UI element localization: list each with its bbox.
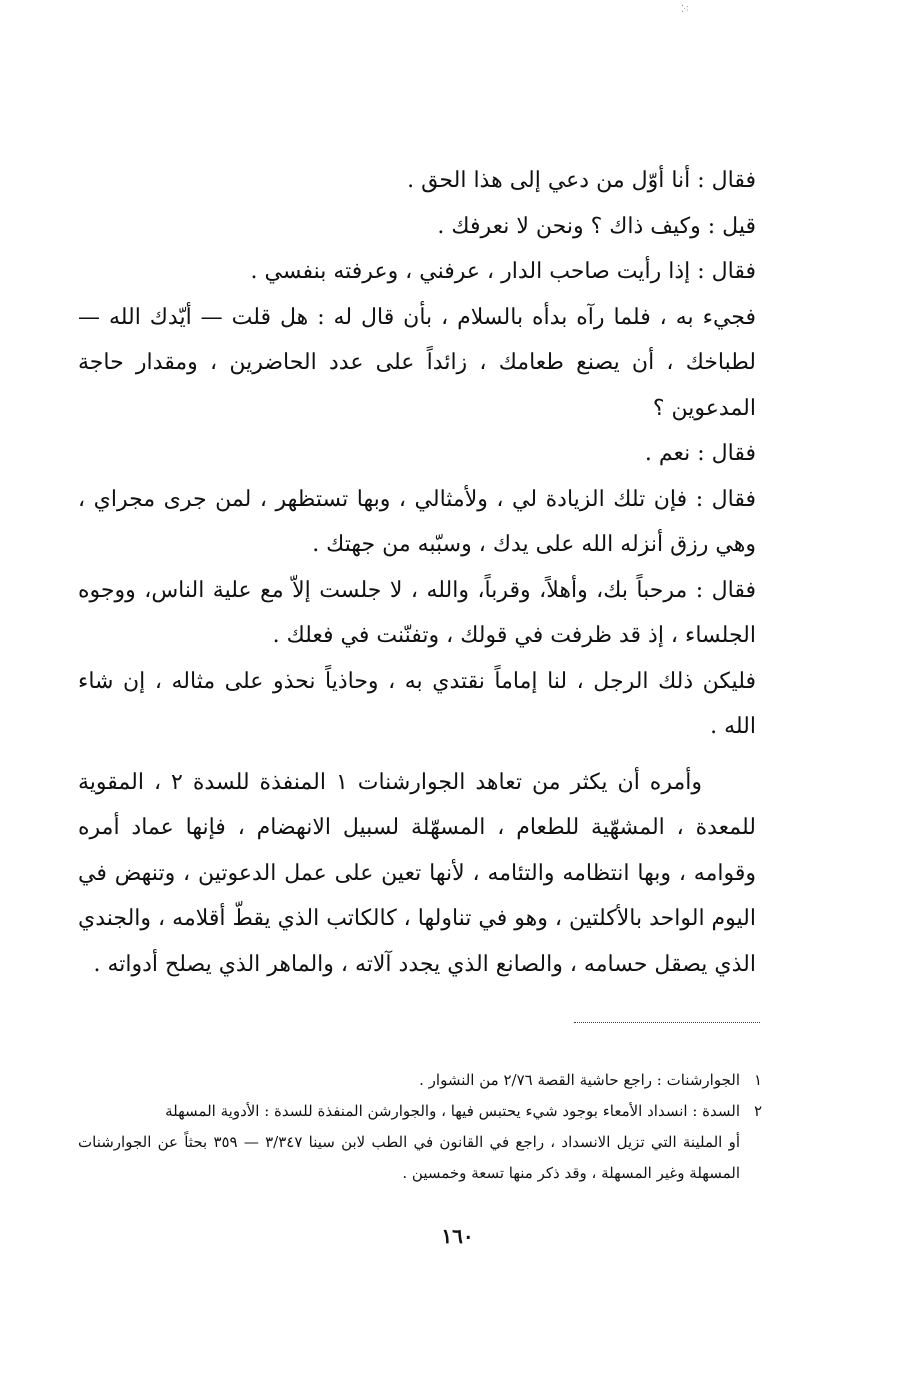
footnotes [78, 1065, 762, 1189]
paragraph-7: فقال : مرحباً بك، وأهلاً، وقرباً، والله ، لا جلست إلاّ مع علية الناس، ووجوه الجلساء ، إذ قد ظرفت في قولك ، وتفنّنت في فعلك . [78, 577, 756, 648]
footnote-2-continuation: أو الملينة التي تزيل الانسداد ، راجع في القانون في الطب لابن سينا ٣/٣٤٧ — ٣٥٩ بحثاً عن الجوارشنات المسهلة وغير المسهلة ، وقد ذكر منها تسعة وخمسين . [78, 1133, 741, 1182]
footnote-separator [574, 1022, 760, 1023]
paragraph-3: فقال : إذا رأيت صاحب الدار ، عرفني ، وعرفته بنفسي . [250, 259, 756, 284]
page-number: ١٦٠ [441, 1224, 474, 1248]
body-text [78, 158, 756, 987]
paragraph-6: فقال : فإن تلك الزيادة لي ، ولأمثالي ، وبها تستظهر ، لمن جرى مجراي ، وهي رزق أنزله الله على يدك ، وسبّبه من جهتك . [78, 486, 756, 557]
paragraph-1: فقال : أنا أوّل من دعي إلى هذا الحق . [407, 168, 756, 193]
paragraph-5: فقال : نعم . [644, 441, 756, 466]
paragraph-9: وأمره أن يكثر من تعاهد الجوارشنات ١ المنفذة للسدة ٢ ، المقوية للمعدة ، المشهّية للطعام ، المسهّلة لسبيل الانهضام ، فإنها عماد أمره وقوامه ، وبها انتظامه والتئامه ، لأنها تعين على عمل الدعوتين ، وتنهض في اليوم الواحد بالأكلتين ، وهو في تناولها ، كالكاتب الذي يقطّ أقلامه ، والجندي الذي يصقل حسامه ، والصانع الذي يجدد آلاته ، والماهر الذي يصلح أدواته . [78, 769, 756, 977]
paragraph-2: قيل : وكيف ذاك ؟ ونحن لا نعرفك . [437, 213, 756, 239]
paragraph-8: فليكن ذلك الرجل ، لنا إماماً نقتدي به ، وحاذياً نحذو على مثاله ، إن شاء الله . [78, 668, 756, 739]
footnote-2 [78, 1096, 762, 1127]
footnote-number: ١ [753, 1071, 762, 1089]
footnote-text: السدة : انسداد الأمعاء بوجود شيء يحتبس فيها ، والجوارشن المنفذة للسدة : الأدوية المسهلة [165, 1102, 740, 1120]
footnote-1 [78, 1065, 762, 1096]
scan-speck: ⁚⁖ [681, 4, 689, 15]
footnote-text: الجوارشنات : راجع حاشية القصة ٢/٧٦ من النشوار . [419, 1071, 740, 1089]
footnote-number: ٢ [753, 1102, 762, 1120]
paragraph-4: فجيء به ، فلما رآه بدأه بالسلام ، بأن قال له : هل قلت — أيّدك الله — لطباخك ، أن يصنع طعامك ، زائداً على عدد الحاضرين ، ومقدار حاجة المدعوين ؟ [78, 304, 756, 421]
